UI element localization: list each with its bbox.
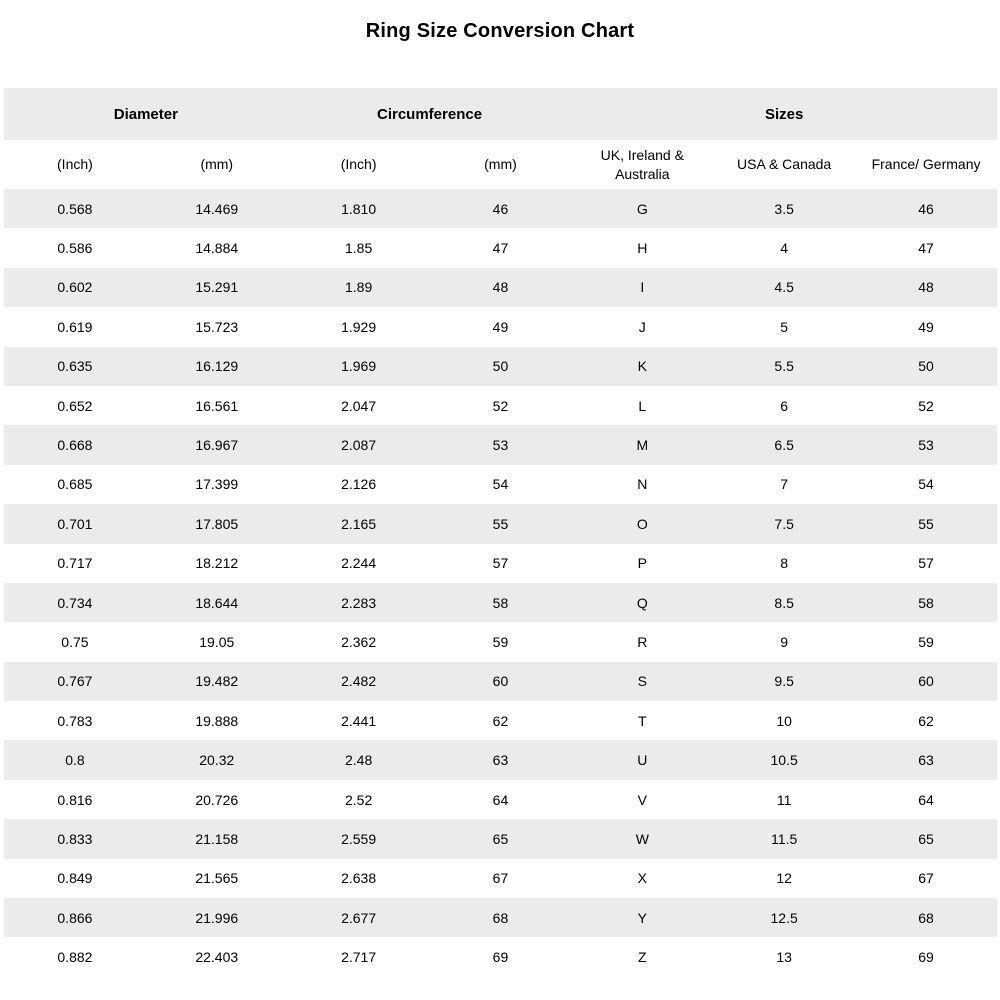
table-cell: S	[637, 673, 647, 690]
table-cell: 59	[492, 633, 509, 650]
table-cell: 0.75	[61, 633, 89, 650]
table-cell: 6.5	[774, 437, 794, 454]
table-cell: 0.602	[57, 279, 93, 296]
table-cell: 54	[918, 476, 934, 493]
table-cell: 49	[492, 318, 509, 335]
table-cell: 2.482	[341, 673, 377, 690]
table-cell: U	[637, 752, 648, 769]
table-cell: 2.283	[341, 594, 377, 611]
table-cell: 0.635	[57, 358, 93, 375]
table-cell: 69	[918, 949, 934, 966]
table-cell: 2.48	[344, 752, 373, 769]
table-cell: 60	[492, 673, 509, 690]
table-cell: 47	[918, 240, 934, 257]
table-cell: R	[637, 633, 648, 650]
table-cell: 10	[776, 712, 792, 729]
table-cell: 55	[918, 515, 934, 532]
table-cell: 20.726	[195, 791, 239, 808]
table-cell: 59	[918, 633, 934, 650]
table-cell: K	[637, 358, 647, 375]
table-cell: 2.165	[341, 515, 377, 532]
table-cell: 65	[918, 830, 934, 847]
table-cell: 67	[918, 870, 934, 887]
table-row	[4, 425, 997, 464]
table-cell: 6	[780, 397, 789, 414]
table-cell: 19.888	[195, 712, 239, 729]
table-cell: 9.5	[774, 673, 794, 690]
table-cell: 63	[918, 752, 934, 769]
table-cell: 60	[918, 673, 934, 690]
column-header-diameter-inch: (Inch)	[4, 140, 146, 189]
table-row	[4, 268, 997, 307]
page-title: Ring Size Conversion Chart	[365, 20, 635, 42]
table-cell: 58	[492, 594, 509, 611]
table-cell: 0.783	[57, 712, 93, 729]
table-row	[4, 937, 997, 976]
table-cell: 0.652	[57, 397, 93, 414]
table-header	[4, 88, 997, 189]
table-cell: 0.866	[57, 909, 93, 926]
table-cell: 0.668	[57, 437, 93, 454]
table-cell: 12	[776, 870, 792, 887]
table-cell: Z	[638, 949, 647, 966]
table-cell: 46	[492, 200, 509, 217]
table-cell: 2.717	[341, 949, 377, 966]
table-row	[4, 780, 997, 819]
table-cell: 0.717	[57, 555, 93, 572]
column-header-usa-canada: USA & Canada	[713, 140, 855, 189]
table-row	[4, 386, 997, 425]
table-row	[4, 307, 997, 346]
group-header-sizes: Sizes	[571, 88, 997, 140]
table-cell: 0.767	[57, 673, 93, 690]
table-cell: I	[640, 279, 645, 296]
table-cell: 2.047	[341, 397, 377, 414]
table-cell: N	[637, 476, 648, 493]
table-cell: T	[638, 712, 647, 729]
column-header-circumference-inch: (Inch)	[288, 140, 430, 189]
table-cell: 0.568	[57, 200, 93, 217]
table-cell: 0.833	[57, 830, 93, 847]
table-cell: 57	[918, 555, 934, 572]
table-cell: 2.441	[341, 712, 377, 729]
table-cell: X	[637, 870, 647, 887]
table-cell: 52	[492, 397, 509, 414]
table-cell: 52	[918, 397, 934, 414]
table-cell: 0.701	[57, 515, 93, 532]
table-cell: 4.5	[774, 279, 794, 296]
table-cell: 68	[918, 909, 934, 926]
table-cell: 21.565	[195, 870, 239, 887]
table-row	[4, 504, 997, 543]
table-cell: W	[635, 830, 649, 847]
table-row	[4, 228, 997, 267]
table-cell: 16.561	[195, 397, 239, 414]
table-cell: 2.362	[341, 633, 377, 650]
table-cell: 15.291	[195, 279, 239, 296]
table-cell: 1.929	[341, 318, 377, 335]
table-cell: 5.5	[774, 358, 794, 375]
table-cell: 2.126	[341, 476, 377, 493]
table-cell: 69	[492, 949, 509, 966]
table-body	[4, 189, 997, 977]
table-row	[4, 740, 997, 779]
column-header-row	[4, 140, 997, 189]
table-cell: 49	[918, 318, 934, 335]
group-header-diameter: Diameter	[4, 88, 288, 140]
column-header-france-germany: France/ Germany	[855, 140, 997, 189]
table-row	[4, 465, 997, 504]
table-cell: 16.129	[195, 358, 239, 375]
table-cell: 8	[780, 555, 789, 572]
table-cell: 64	[492, 791, 509, 808]
table-cell: 0.8	[65, 752, 85, 769]
table-row	[4, 859, 997, 898]
table-cell: 50	[918, 358, 934, 375]
table-cell: 0.619	[57, 318, 93, 335]
table-cell: 0.849	[57, 870, 93, 887]
table-cell: 58	[918, 594, 934, 611]
table-cell: 0.882	[57, 949, 93, 966]
table-cell: 50	[492, 358, 509, 375]
table-row	[4, 898, 997, 937]
group-header-row	[4, 88, 997, 140]
table-cell: 53	[918, 437, 934, 454]
table-cell: 2.244	[341, 555, 377, 572]
table-cell: L	[638, 397, 647, 414]
table-row	[4, 701, 997, 740]
table-cell: 2.638	[341, 870, 377, 887]
table-row	[4, 189, 997, 228]
table-cell: 2.677	[341, 909, 377, 926]
table-cell: 62	[492, 712, 509, 729]
table-cell: H	[637, 240, 648, 257]
table-cell: 46	[918, 200, 934, 217]
table-cell: 17.805	[195, 515, 239, 532]
table-cell: V	[637, 791, 647, 808]
table-cell: J	[638, 318, 646, 335]
table-cell: 16.967	[195, 437, 239, 454]
table-cell: 8.5	[774, 594, 794, 611]
table-cell: 64	[918, 791, 934, 808]
table-cell: P	[637, 555, 647, 572]
table-cell: 0.734	[57, 594, 93, 611]
table-cell: 68	[492, 909, 509, 926]
table-cell: 1.89	[344, 279, 373, 296]
table-cell: 63	[492, 752, 509, 769]
table-cell: 65	[492, 830, 509, 847]
table-row	[4, 662, 997, 701]
table-cell: 18.644	[195, 594, 239, 611]
table-cell: 11	[776, 791, 792, 808]
column-header-circumference-mm: (mm)	[430, 140, 572, 189]
table-cell: 19.482	[195, 673, 239, 690]
table-cell: 4	[780, 240, 789, 257]
table-cell: 22.403	[195, 949, 239, 966]
column-header-diameter-mm: (mm)	[146, 140, 288, 189]
table-cell: 15.723	[195, 318, 239, 335]
table-row	[4, 544, 997, 583]
table-cell: 10.5	[770, 752, 798, 769]
table-cell: 21.996	[195, 909, 239, 926]
table-row	[4, 347, 997, 386]
table-cell: 17.399	[195, 476, 239, 493]
table-cell: 9	[780, 633, 789, 650]
table-cell: 21.158	[195, 830, 239, 847]
table-cell: 48	[918, 279, 934, 296]
table-cell: 2.52	[344, 791, 373, 808]
table-cell: 7	[780, 476, 789, 493]
table-cell: 3.5	[774, 200, 794, 217]
table-cell: 2.559	[341, 830, 377, 847]
table-cell: 53	[492, 437, 509, 454]
table-cell: 0.816	[57, 791, 93, 808]
table-cell: 11.5	[771, 830, 798, 847]
table-cell: 14.884	[195, 240, 239, 257]
table-cell: 20.32	[199, 752, 235, 769]
table-cell: G	[636, 200, 648, 217]
table-cell: Q	[636, 594, 648, 611]
table-cell: 14.469	[195, 200, 239, 217]
column-header-uk-ireland-australia: UK, Ireland & Australia	[571, 140, 713, 189]
table-row	[4, 819, 997, 858]
table-cell: 12.5	[770, 909, 798, 926]
table-cell: 54	[492, 476, 509, 493]
table-cell: 13	[776, 949, 792, 966]
table-cell: 55	[492, 515, 509, 532]
table-row	[4, 583, 997, 622]
table-cell: O	[636, 515, 648, 532]
table-cell: 1.969	[341, 358, 377, 375]
table-cell: 18.212	[195, 555, 239, 572]
table-cell: Y	[637, 909, 647, 926]
table-cell: 19.05	[199, 633, 235, 650]
ring-size-conversion-table	[4, 88, 997, 977]
table-cell: 47	[492, 240, 509, 257]
table-cell: 1.810	[341, 200, 377, 217]
table-cell: 0.685	[57, 476, 93, 493]
table-cell: 1.85	[344, 240, 373, 257]
group-header-circumference: Circumference	[288, 88, 572, 140]
table-row	[4, 622, 997, 661]
table-cell: 48	[492, 279, 509, 296]
table-cell: 2.087	[341, 437, 377, 454]
table-cell: 7.5	[774, 515, 794, 532]
table-cell: 57	[492, 555, 509, 572]
table-cell: 5	[780, 318, 789, 335]
table-cell: M	[636, 437, 649, 454]
table-cell: 0.586	[57, 240, 93, 257]
table-cell: 67	[492, 870, 509, 887]
table-cell: 62	[918, 712, 934, 729]
